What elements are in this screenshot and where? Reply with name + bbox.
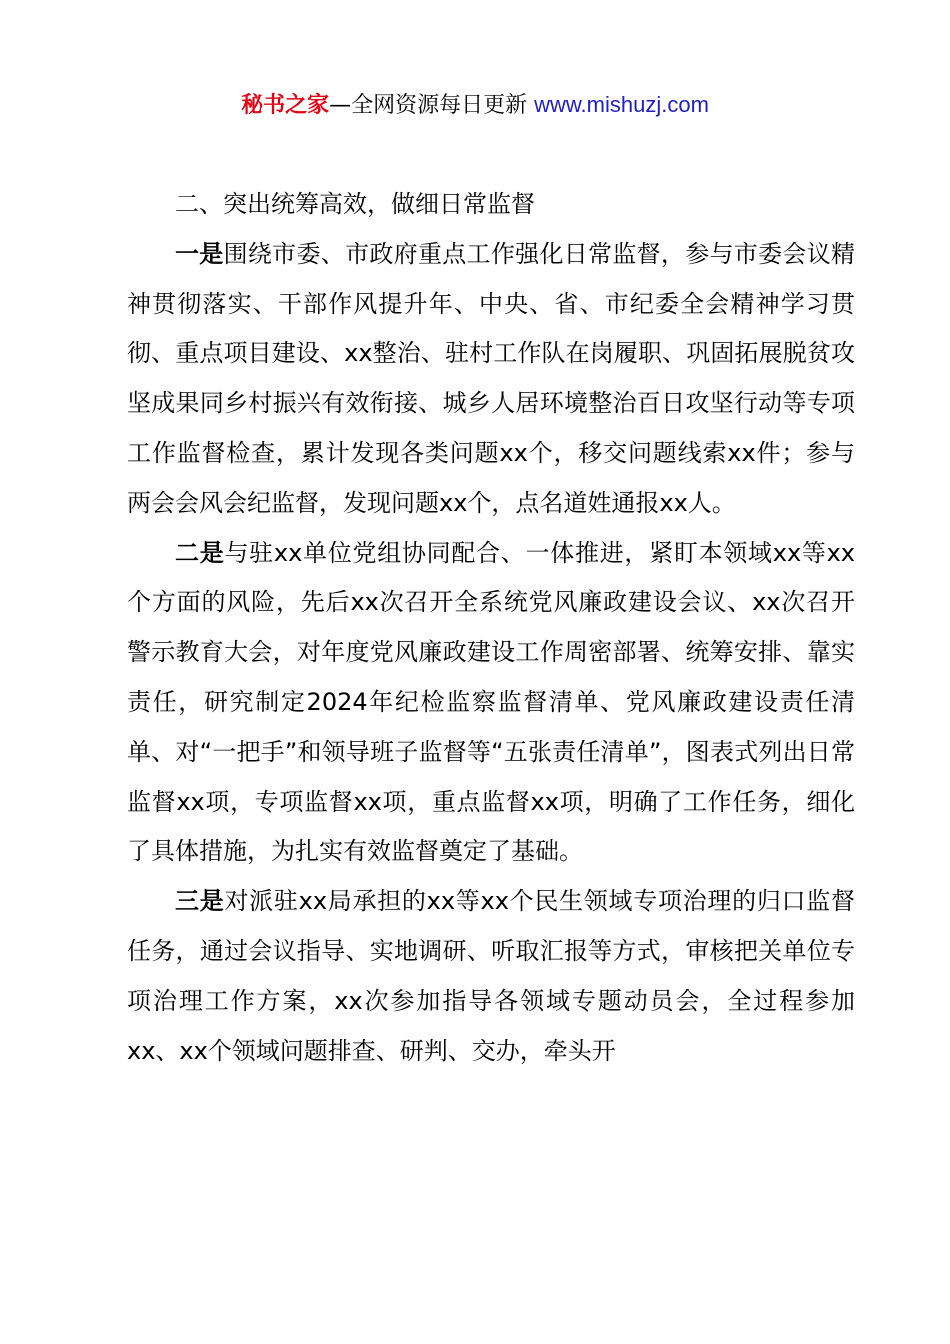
document-body	[127, 180, 855, 1076]
paragraph-3	[127, 877, 855, 1076]
site-header	[0, 88, 950, 123]
brand-name: 秘书之家	[241, 93, 330, 118]
paragraph-2-text: 与驻xx单位党组协同配合、一体推进，紧盯本领域xx等xx个方面的风险，先后xx次召开全系统党风廉政建设会议、xx次召开警示教育大会，对年度党风廉政建设工作周密部署、统筹安排、靠实责任，研究制定2024年纪检监察监督清单、党风廉政建设责任清单、对“一把手”和领导班子监督等“五张责任清单”，图表式列出日常监督xx项，专项监督xx项，重点监督xx项，明确了工作任务，细化了具体措施，为扎实有效监督奠定了基础。	[127, 538, 856, 866]
paragraph-1-lead: 一是	[175, 239, 224, 268]
section-heading: 二、突出统筹高效，做细日常监督	[175, 190, 535, 218]
paragraph-3-text: 对派驻xx局承担的xx等xx个民生领域专项治理的归口监督任务，通过会议指导、实地调研、听取汇报等方式，审核把关单位专项治理工作方案，xx次参加指导各领域专题动员会，全过程参加xx、xx个领域问题排查、研判、交办，牵头开	[127, 887, 856, 1065]
paragraph-1-text: 围绕市委、市政府重点工作强化日常监督，参与市委会议精神贯彻落实、干部作风提升年、中央、省、市纪委全会精神学习贯彻、重点项目建设、xx整治、驻村工作队在岗履职、巩固拓展脱贫攻坚成果同乡村振兴有效衔接、城乡人居环境整治百日攻坚行动等专项工作监督检查，累计发现各类问题xx个，移交问题线索xx件；参与两会会风会纪监督，发现问题xx个，点名道姓通报xx人。	[127, 239, 855, 517]
site-url-link[interactable]: www.mishuzj.com	[534, 92, 709, 117]
paragraph-1	[127, 230, 855, 529]
paragraph-3-lead: 三是	[175, 887, 225, 916]
header-tagline: —全网资源每日更新	[329, 93, 535, 118]
paragraph-2	[127, 529, 855, 878]
paragraph-2-lead: 二是	[175, 538, 225, 567]
